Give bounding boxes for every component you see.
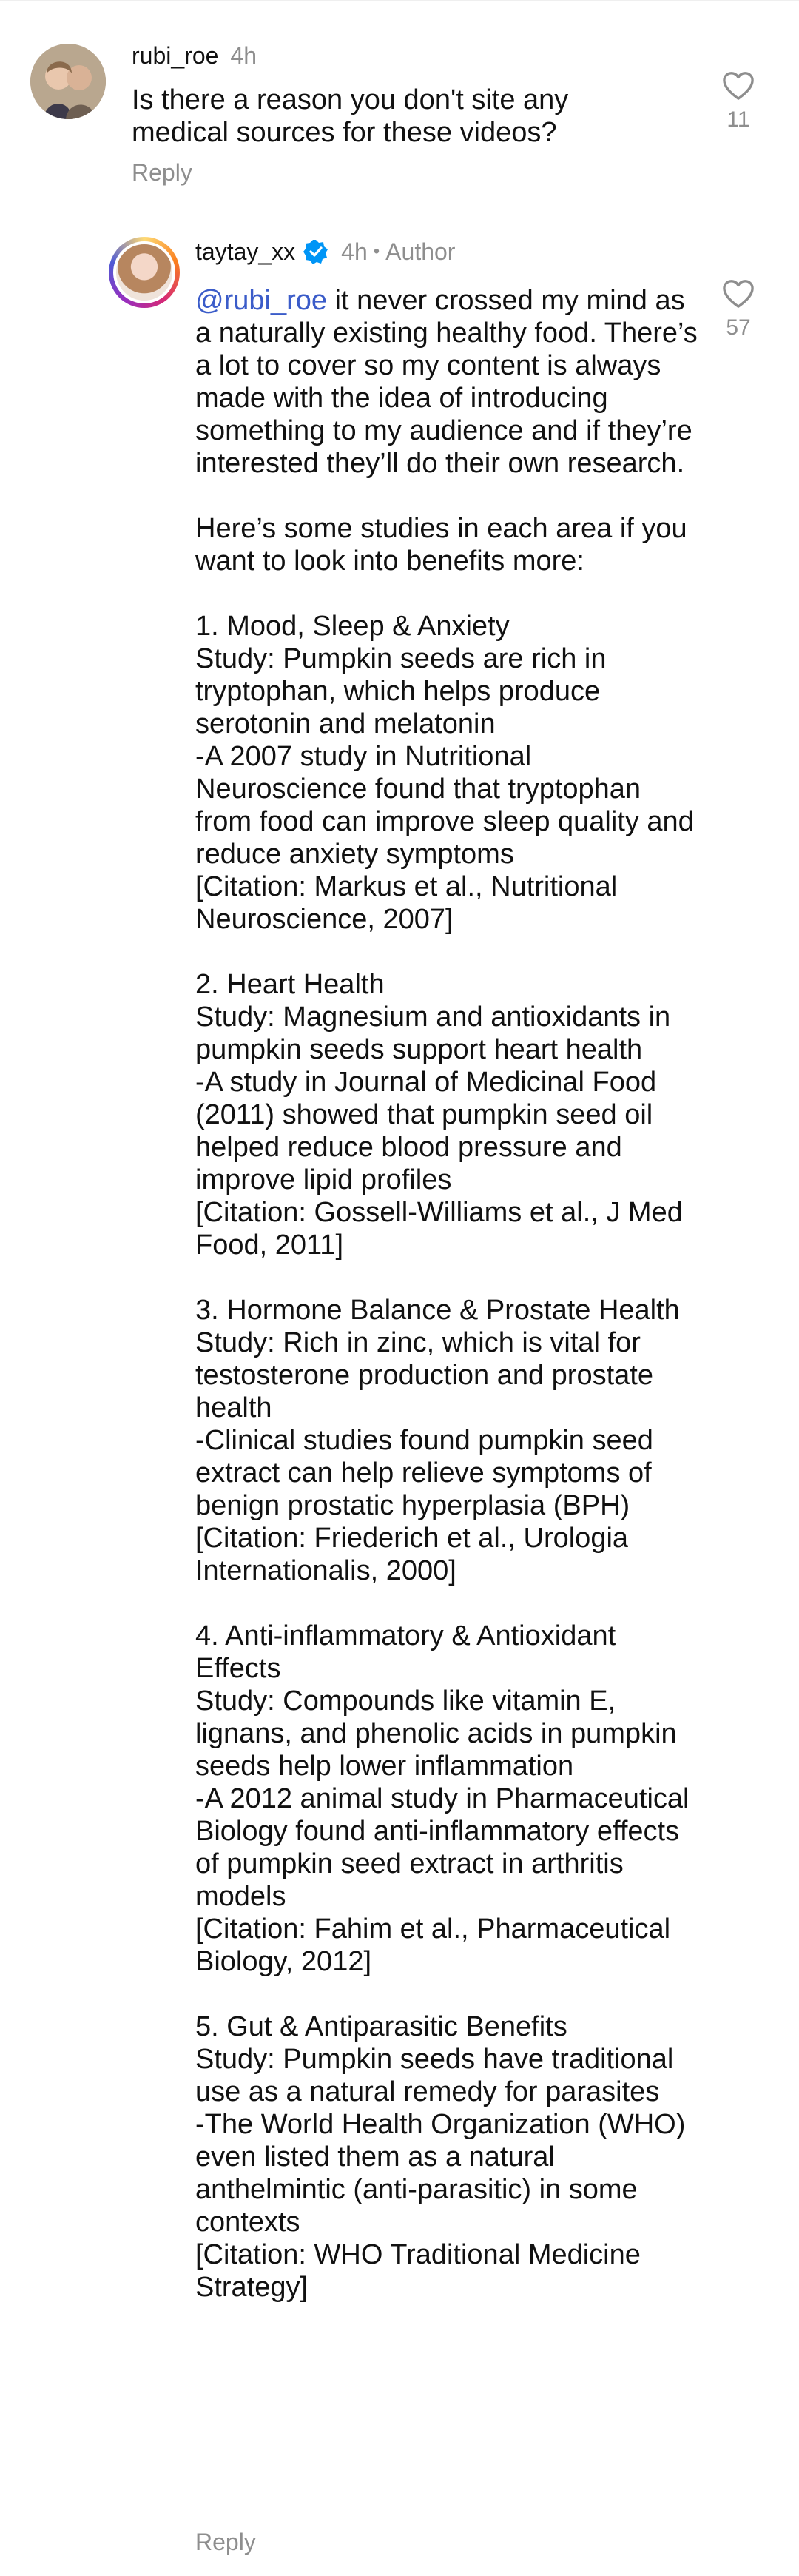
comment-text: Is there a reason you don't site any medical sources for these videos? (132, 84, 576, 148)
mention-link[interactable]: @rubi_roe (195, 285, 327, 316)
avatar[interactable] (30, 44, 106, 119)
comment-body: it never crossed my mind as a naturally existing healthy food. There’s a lot to cover so my content is always made with the idea of introducing something to my audience and if they’re interested they’ll do their own research. Here’s some studies in each area if you want to look into benefits more: 1. Mood, Sleep & Anxiety Study: Pumpkin seeds are rich in tryptophan, which helps produce serotonin and melatonin -A 2007 study in Nutritional Neuroscience found that tryptophan from food can improve sleep quality and reduce anxiety symptoms [Citation: Markus et al., Nutritional Neuroscience, 2007] 2. Heart Health Study: Magnesium and antioxidants in pumpkin seeds support heart health -A study in Journal of Medicinal Food (2011) showed that pumpkin seed oil helped reduce blood pressure and improve lipid profiles [Citation: Gossell-Williams et al., J Med Food, 2011] 3. Hormone Balance & Prostate Health Study: Rich in zinc, which is vital for testosterone production and prostate health -Clinical studies found pumpkin seed extract can help relieve symptoms of benign prostatic hyperplasia (BPH) [Citation: Friederich et al., Urologia Internationalis, 2000] 4. Anti-inflammatory & Antioxidant Effects Study: Compounds like vitamin E, lignans, and phenolic acids in pumpkin seeds help lower inflammation -A 2012 animal study in Pharmaceutical Biology found anti-inflammatory effects of pumpkin seed extract in arthritis models [Citation: Fahim et al., Pharmaceutical Biology, 2012] 5. Gut & Antiparasitic Benefits Study: Pumpkin seeds have traditional use as a natural remedy for parasites -The World Health Organization (WHO) even listed them as a natural anthelmintic (anti-parasitic) in some contexts [Citation: WHO Traditional Medicine Strategy] (195, 285, 698, 2303)
reply-button[interactable]: Reply (132, 159, 192, 186)
comment-header (132, 41, 257, 70)
separator-dot: • (373, 241, 380, 261)
heart-icon (721, 70, 755, 101)
reply-button[interactable]: Reply (195, 2529, 256, 2555)
username[interactable]: taytay_xx (195, 238, 296, 265)
avatar-photo-icon (30, 44, 106, 119)
like-button[interactable] (716, 278, 761, 341)
like-count: 57 (726, 315, 751, 340)
verified-badge-icon (303, 238, 329, 265)
avatar[interactable] (113, 241, 175, 303)
like-count: 11 (726, 107, 750, 132)
top-divider (0, 0, 799, 1)
timestamp: 4h (341, 238, 368, 265)
username[interactable]: rubi_roe (132, 41, 219, 69)
comment-text (195, 284, 698, 2304)
heart-icon (721, 278, 755, 309)
timestamp: 4h (230, 41, 257, 69)
comment-header (195, 237, 455, 266)
author-badge: Author (385, 238, 456, 265)
like-button[interactable] (716, 70, 761, 133)
